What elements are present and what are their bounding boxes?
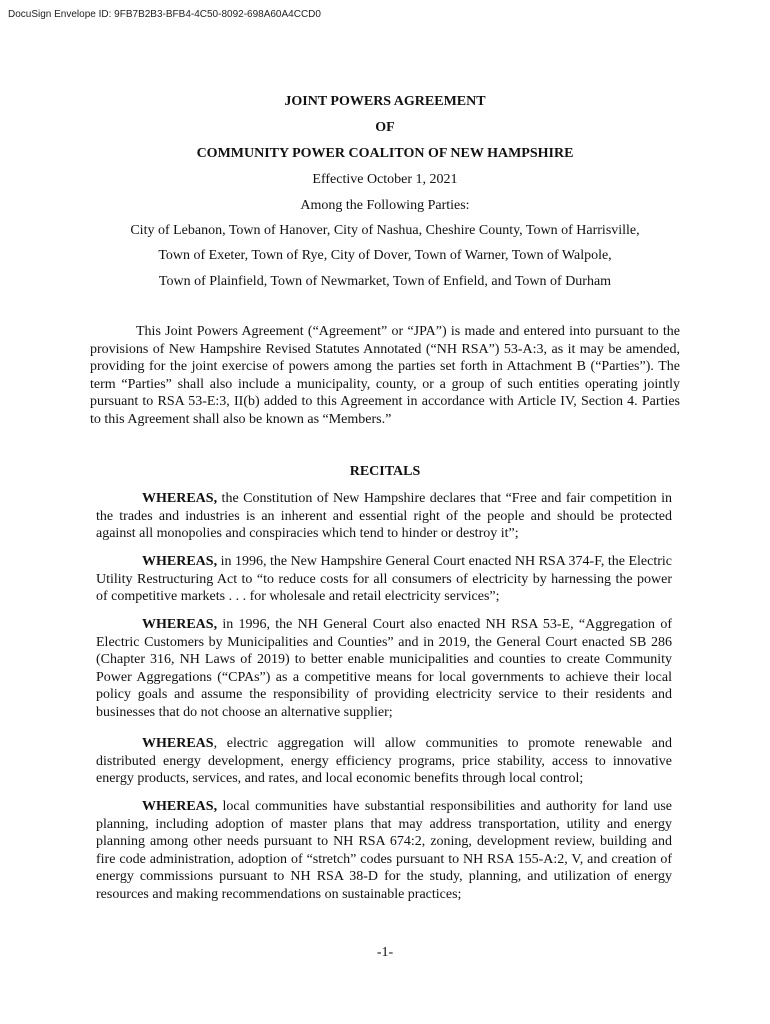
parties-line-2: Town of Exeter, Town of Rye, City of Dover, Town of Warner, Town of Walpole, <box>158 248 612 263</box>
recital-lead: WHEREAS, <box>142 799 218 814</box>
effective-date: Effective October 1, 2021 <box>312 172 458 187</box>
recital-4 <box>96 735 672 788</box>
recital-lead: WHEREAS, <box>142 491 218 506</box>
recital-text: , electric aggregation will allow communities to promote renewable and distributed energy development, energy efficiency programs, price stability, access to innovative energy products, services, and rates, and local economic benefits through local control; <box>96 736 672 787</box>
recital-text: the Constitution of New Hampshire declares that “Free and fair competition in the trades and industries is an inherent and essential right of the people and should be protected against all monopolies and conspiracies which tend to hinder or destroy it”; <box>96 491 672 542</box>
recital-lead: WHEREAS <box>142 736 214 751</box>
intro-paragraph: This Joint Powers Agreement (“Agreement” or “JPA”) is made and entered into pursuant to the provisions of New Hampshire Revised Statutes Annotated (“NH RSA”) 53-A:3, as it may be amended, providing for the joint exercise of powers among the parties set forth in Attachment B (“Parties”). The term “Parties” shall also include a municipality, county, or a group of such entities operating jointly pursuant to RSA 53-E:3, II(b) added to this Agreement in accordance with Article IV, Section 4. Parties to this Agreement shall also be known as “Members.” <box>90 324 680 427</box>
organization-name: COMMUNITY POWER COALITON OF NEW HAMPSHIRE <box>196 146 574 161</box>
document-title: JOINT POWERS AGREEMENT <box>284 94 486 109</box>
parties-line-3: Town of Plainfield, Town of Newmarket, Town of Enfield, and Town of Durham <box>158 274 612 289</box>
recital-3 <box>96 616 672 722</box>
recital-lead: WHEREAS, <box>142 554 218 569</box>
recital-text: in 1996, the NH General Court also enacted NH RSA 53-E, “Aggregation of Electric Customers by Municipalities and Counties” and in 2019, the General Court enacted SB 286 (Chapter 316, NH Laws of 2019) to better enable municipalities and counties to create Community Power Aggregations (“CPAs”) as a competitive means for local governments to achieve their local policy goals and assume the responsibility of providing electricity service to their residents and businesses that do not choose an alternative supplier; <box>96 617 672 720</box>
parties-line-1: City of Lebanon, Town of Hanover, City of Nashua, Cheshire County, Town of Harrisville, <box>130 223 640 238</box>
title-of: OF <box>375 120 395 135</box>
recital-5 <box>96 798 672 904</box>
recital-text: in 1996, the New Hampshire General Court enacted NH RSA 374-F, the Electric Utility Restructuring Act to “to reduce costs for all consumers of electricity by harnessing the power of competitive markets . . . for wholesale and retail electricity services”; <box>96 554 673 605</box>
envelope-id: DocuSign Envelope ID: 9FB7B2B3-BFB4-4C50-8092-698A60A4CCD0 <box>8 9 321 20</box>
recital-lead: WHEREAS, <box>142 617 218 632</box>
page-number: -1- <box>376 945 394 960</box>
recital-1 <box>96 490 672 543</box>
recital-2 <box>96 553 672 606</box>
among-parties: Among the Following Parties: <box>300 198 470 213</box>
recitals-heading: RECITALS <box>349 464 421 479</box>
recital-text: local communities have substantial responsibilities and authority for land use planning, including adoption of master plans that may address transportation, utility and energy planning among other needs pursuant to NH RSA 674:2, zoning, development review, building and fire code administration, adoption of “stretch” codes pursuant to NH RSA 155-A:2, V, and creation of energy commissions pursuant to NH RSA 38-D for the study, planning, and utilization of energy resources and making recommendations on sustainable practices; <box>96 799 672 902</box>
